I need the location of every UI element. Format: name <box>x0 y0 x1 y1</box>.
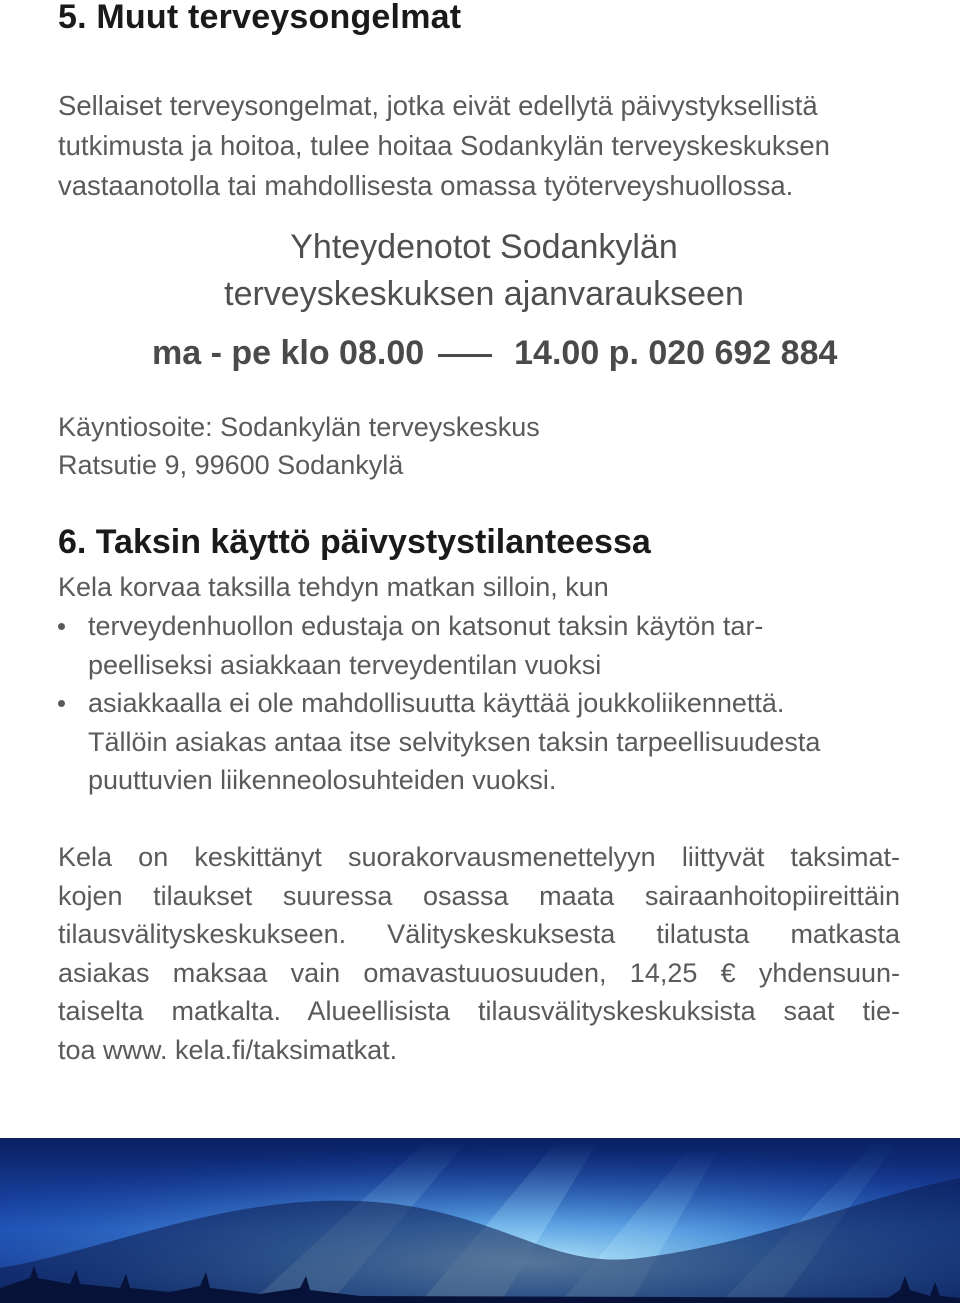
section6-heading: 6. Taksin käyttö päivystystilanteessa <box>58 523 651 561</box>
section5-line: vastaanotolla tai mahdollisesta omassa työterveyshuollossa. <box>58 170 794 201</box>
aurora-landscape <box>0 1138 960 1303</box>
kela-line: asiakas maksaa vain omavastuuosuuden, 14,25 € yhdensuun- <box>58 957 900 988</box>
address-line: Ratsutie 9, 99600 Sodankylä <box>58 450 404 480</box>
kela-paragraph <box>58 838 900 1070</box>
visiting-address <box>58 408 540 484</box>
address-line: Käyntiosoite: Sodankylän terveyskeskus <box>58 412 540 442</box>
kela-line: toa www. kela.fi/taksimatkat. <box>58 1034 398 1065</box>
bullet-icon <box>58 623 65 630</box>
contact-title <box>0 224 960 318</box>
hours-start: ma - pe klo 08.00 <box>152 334 425 372</box>
section5-heading: 5. Muut terveysongelmat <box>58 0 462 36</box>
list-item <box>58 607 918 684</box>
section5-paragraph <box>58 86 918 206</box>
kela-line: tilausvälityskeskukseen. Välityskeskuksesta tilatusta matkasta <box>58 919 900 950</box>
list-item <box>58 684 918 800</box>
hours-end-phone: 14.00 p. 020 692 884 <box>514 334 838 372</box>
section5-line: Sellaiset terveysongelmat, jotka eivät edellytä päivystyksellistä <box>58 90 818 121</box>
list-item-line: terveydenhuollon edustaja on katsonut taksin käytön tar- <box>88 611 764 641</box>
aurora-banner-image <box>0 1138 960 1303</box>
bullet-icon <box>58 700 65 707</box>
list-item-line: asiakkaalla ei ole mahdollisuutta käyttää joukkoliikennettä. <box>88 688 785 718</box>
contact-hours <box>152 334 837 373</box>
conditions-list <box>58 607 918 800</box>
section6-intro: Kela korvaa taksilla tehdyn matkan silloin, kun <box>58 572 609 602</box>
list-item-line: peelliseksi asiakkaan terveydentilan vuoksi <box>88 649 602 680</box>
section5-line: tutkimusta ja hoitoa, tulee hoitaa Sodankylän terveyskeskuksen <box>58 130 830 161</box>
kela-line: kojen tilaukset suuressa osassa maata sairaanhoitopiireittäin <box>58 880 900 911</box>
kela-line: Kela on keskittänyt suorakorvausmenettelyyn liittyvät taksimat- <box>58 842 900 872</box>
contact-title-line: terveyskeskuksen ajanvaraukseen <box>224 275 744 313</box>
kela-line: taiselta matkalta. Alueellisista tilausvälityskeskuksista saat tie- <box>58 996 900 1027</box>
list-item-line: puuttuvien liikenneolosuhteiden vuoksi. <box>88 765 557 795</box>
list-item-line: Tällöin asiakas antaa itse selvityksen taksin tarpeellisuudesta <box>88 726 821 757</box>
contact-title-line: Yhteydenotot Sodankylän <box>290 228 678 266</box>
